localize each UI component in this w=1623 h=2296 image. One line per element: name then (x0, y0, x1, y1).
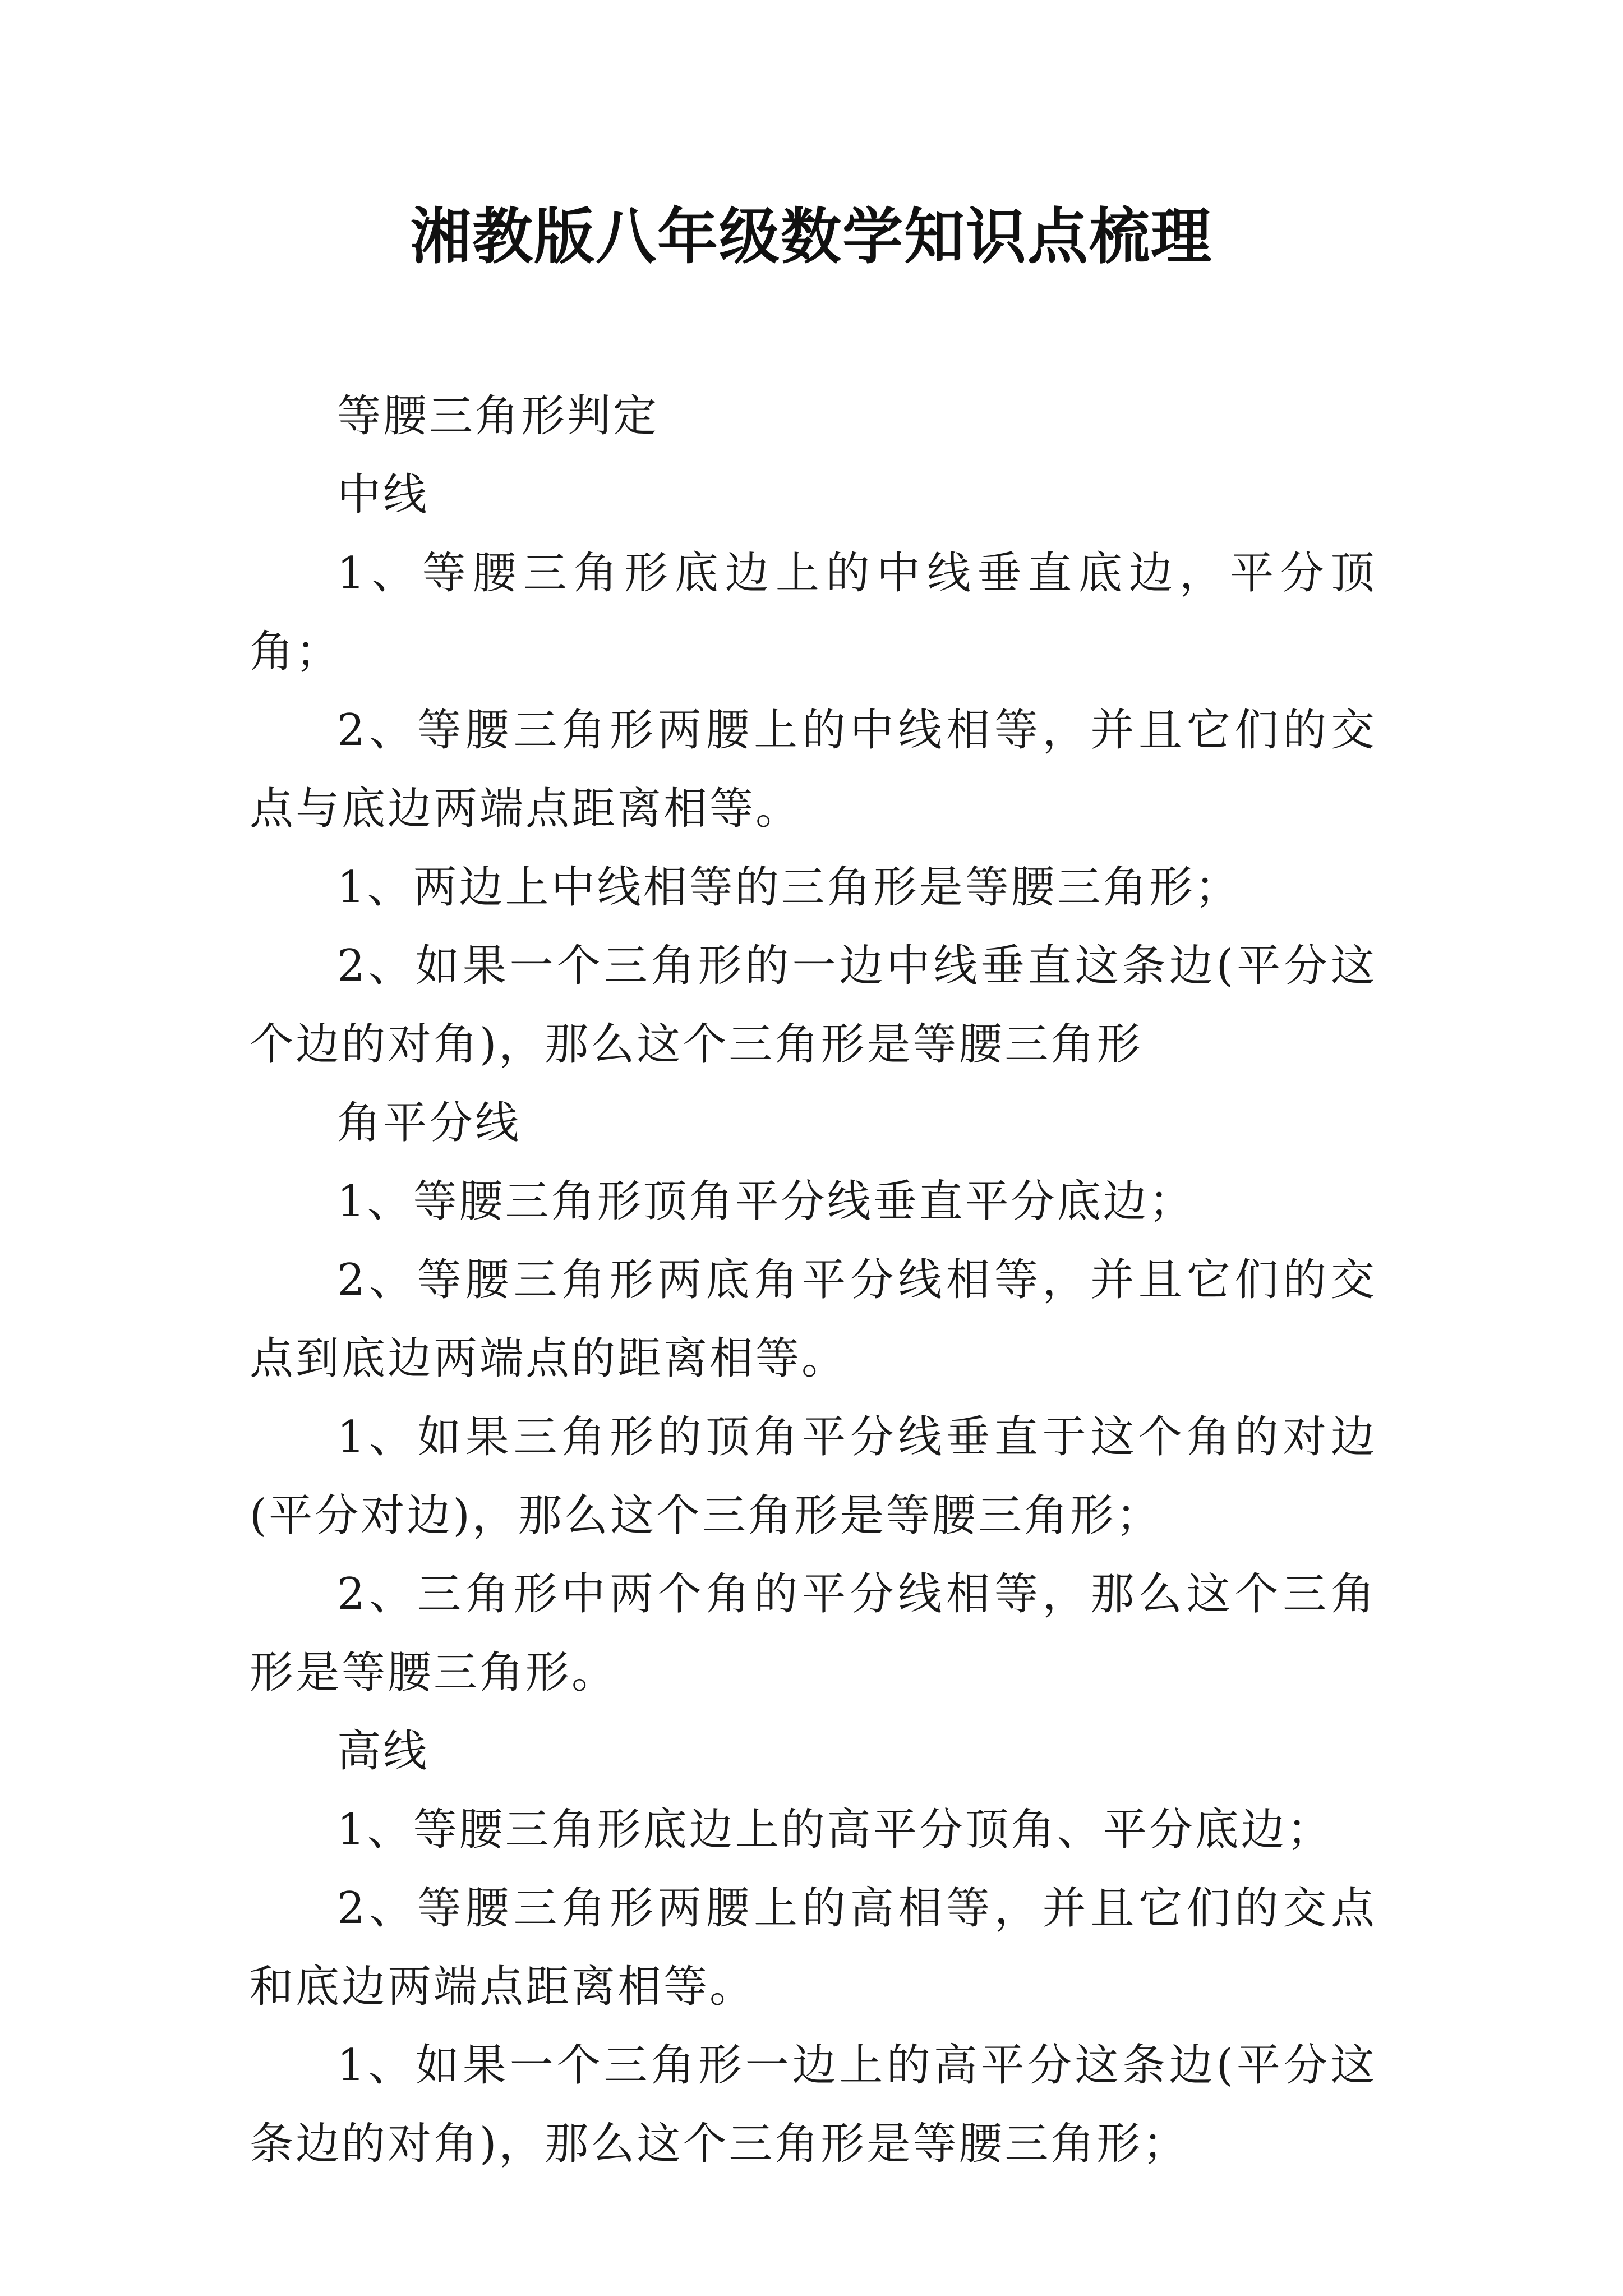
document-body (250, 377, 1377, 2183)
paragraph: 1、如果一个三角形一边上的高平分这条边(平分这条边的对角)，那么这个三角形是等腰三角形； (250, 2040, 1377, 2169)
document-title: 湘教版八年级数学知识点梳理 (410, 201, 1212, 272)
paragraph: 1、如果三角形的顶角平分线垂直于这个角的对边(平分对边)，那么这个三角形是等腰三角形； (250, 1412, 1377, 1541)
paragraph: 2、三角形中两个角的平分线相等，那么这个三角形是等腰三角形。 (250, 1569, 1377, 1698)
paragraph: 2、等腰三角形两腰上的中线相等，并且它们的交点与底边两端点距离相等。 (250, 705, 1377, 834)
paragraph: 1、等腰三角形顶角平分线垂直平分底边； (337, 1176, 1195, 1227)
subheading-altitude: 高线 (337, 1726, 430, 1777)
subheading-angle-bisector: 角平分线 (337, 1098, 522, 1148)
paragraph: 1、两边上中线相等的三角形是等腰三角形； (337, 862, 1241, 913)
paragraph: 1、等腰三角形底边上的中线垂直底边，平分顶角； (250, 548, 1377, 677)
subheading-median: 中线 (337, 470, 430, 520)
paragraph: 1、等腰三角形底边上的高平分顶角、平分底边； (337, 1805, 1333, 1855)
paragraph: 2、如果一个三角形的一边中线垂直这条边(平分这个边的对角)，那么这个三角形是等腰三角形 (250, 941, 1377, 1070)
section-heading-isosceles-criteria: 等腰三角形判定 (337, 391, 660, 441)
paragraph: 2、等腰三角形两底角平分线相等，并且它们的交点到底边两端点的距离相等。 (250, 1255, 1377, 1384)
paragraph: 2、等腰三角形两腰上的高相等，并且它们的交点和底边两端点距离相等。 (250, 1883, 1377, 2012)
